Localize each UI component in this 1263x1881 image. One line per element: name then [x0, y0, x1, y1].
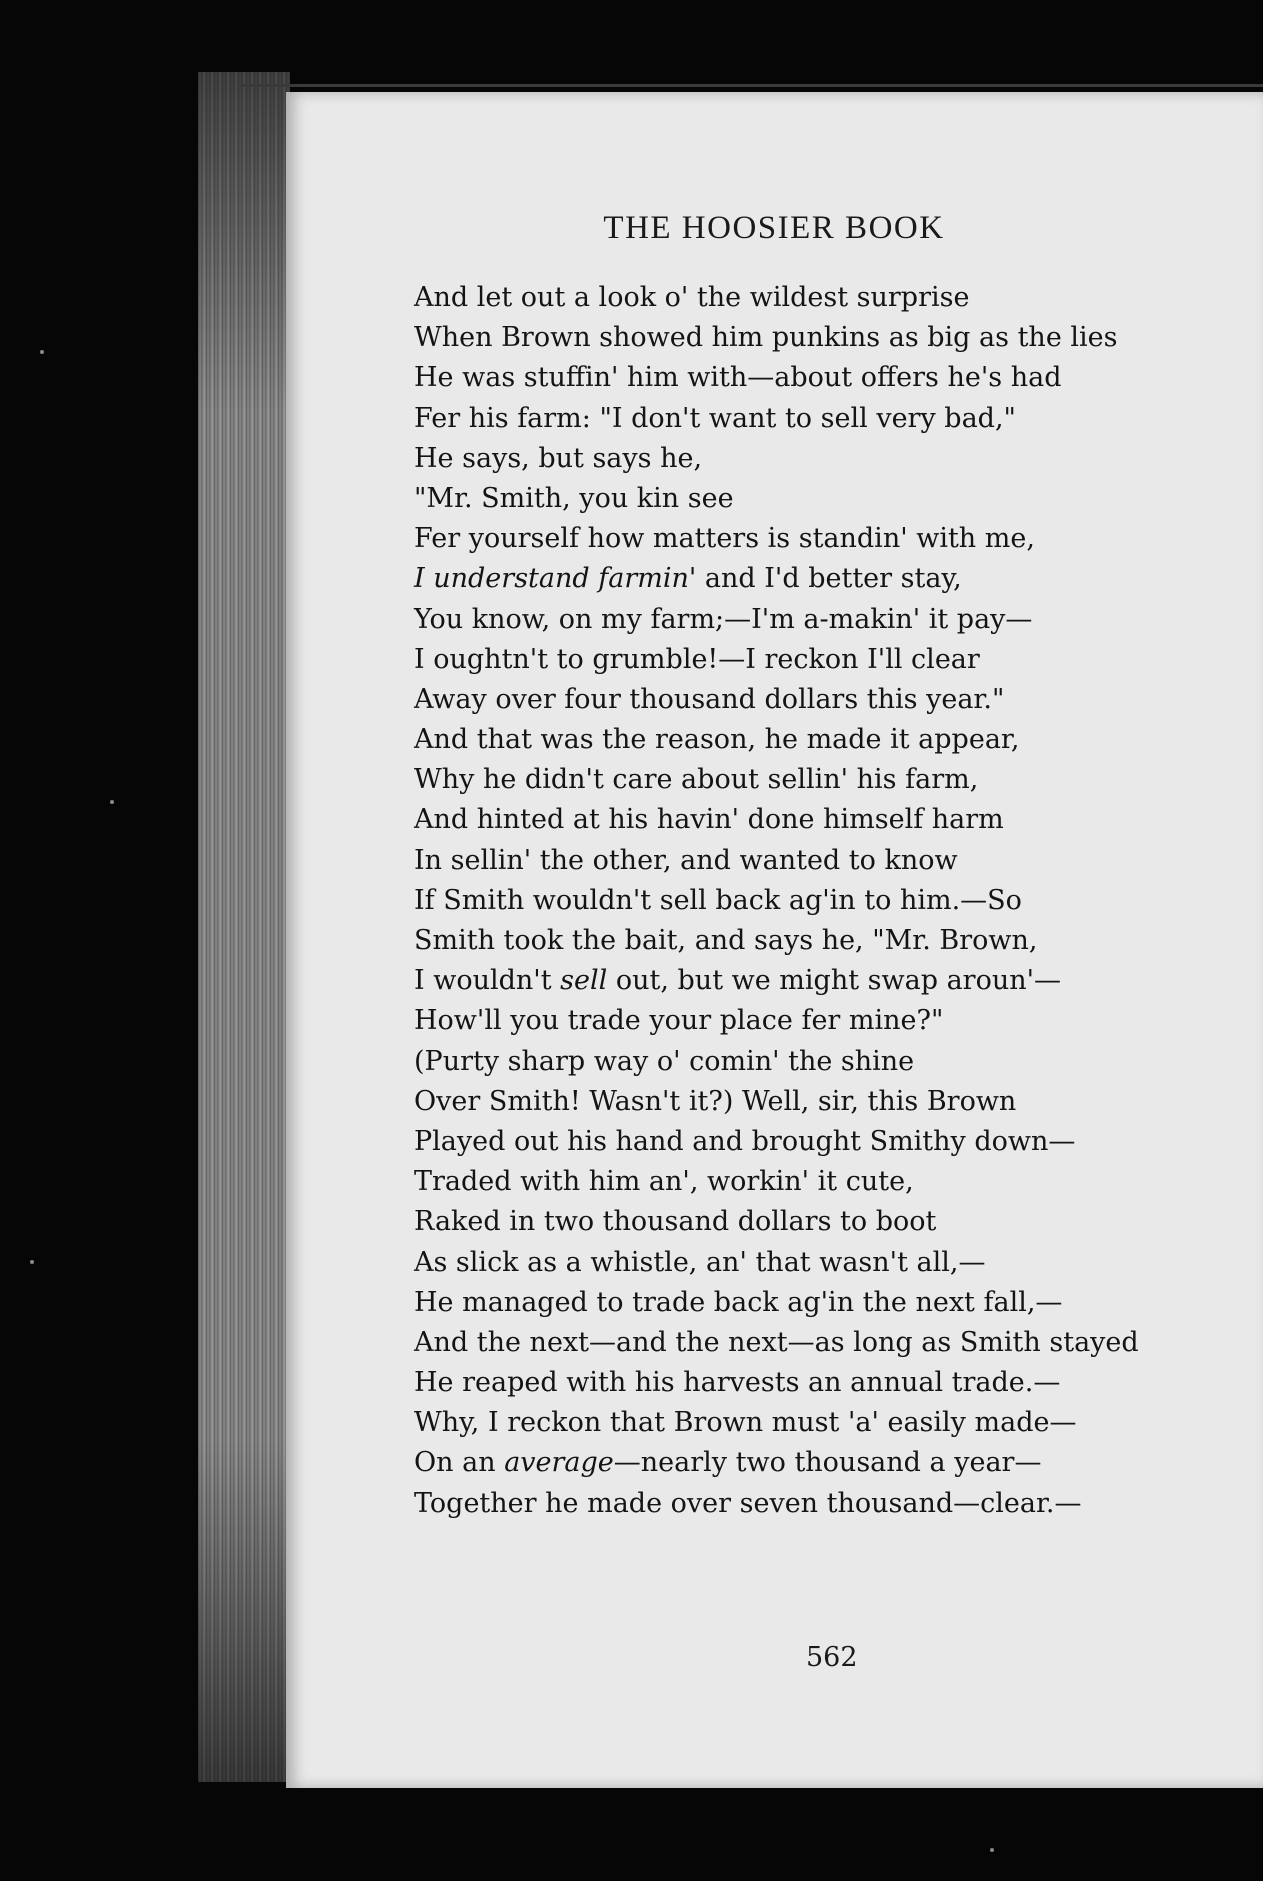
scan-speck [110, 800, 114, 804]
poem-line: Smith took the bait, and says he, "Mr. Brown, [414, 925, 1038, 956]
printed-page [286, 92, 1263, 1788]
poem-line [414, 1443, 1139, 1483]
poem-line: And the next—and the next—as long as Smith stayed [414, 1326, 1139, 1358]
poem-line: He reaped with his harvests an annual trade.— [414, 1367, 1061, 1399]
poem-line: And that was the reason, he made it appear, [414, 724, 1020, 756]
line-before: On an [414, 1447, 505, 1479]
poem-line: He was stuffin' him with—about offers he's had [414, 362, 1062, 394]
poem-line: How'll you trade your place fer mine?" [414, 1005, 944, 1037]
poem-line: I oughtn't to grumble!—I reckon I'll clear [414, 643, 980, 675]
poem-line [414, 559, 1139, 599]
poem-line: Together he made over seven thousand—clear.— [414, 1487, 1082, 1519]
poem-line: And hinted at his havin' done himself harm [414, 804, 1004, 836]
poem-line: Played out his hand and brought Smithy down— [414, 1125, 1076, 1157]
scan-speck [30, 1260, 34, 1264]
poem-line: If Smith wouldn't sell back ag'in to him.—So [414, 884, 1022, 916]
poem-line: Over Smith! Wasn't it?) Well, sir, this Brown [414, 1085, 1017, 1117]
scan-speck [40, 350, 44, 354]
poem-line [414, 961, 1139, 1001]
poem-line: As slick as a whistle, an' that wasn't all,— [414, 1246, 986, 1278]
poem-line: Why, I reckon that Brown must 'a' easily made— [414, 1407, 1077, 1439]
poem-line: Why he didn't care about sellin' his farm, [414, 764, 979, 796]
poem-line: When Brown showed him punkins as big as the lies [414, 322, 1118, 354]
poem-line: "Mr. Smith, you kin see [414, 482, 734, 514]
italic-word: sell [560, 965, 608, 997]
line-before: I wouldn't [414, 965, 561, 997]
poem-line: You know, on my farm;—I'm a-makin' it pay— [414, 603, 1033, 635]
line-rest: and I'd better stay, [696, 563, 962, 595]
poem-line: Traded with him an', workin' it cute, [414, 1166, 914, 1198]
line-after: out, but we might swap aroun'— [607, 965, 1062, 997]
poem-line: He managed to trade back ag'in the next fall,— [414, 1286, 1063, 1318]
running-head: THE HOOSIER BOOK [603, 210, 945, 246]
poem-line: Fer yourself how matters is standin' with me, [414, 523, 1035, 555]
poem-line: He says, but says he, [414, 442, 703, 474]
top-edge-rule [240, 84, 1263, 87]
poem-text [414, 278, 1139, 1524]
poem-line: Away over four thousand dollars this year." [414, 683, 1005, 715]
italic-phrase: I understand farmin' [414, 563, 697, 595]
page-number: 562 [806, 1642, 858, 1673]
poem-line: (Purty sharp way o' comin' the shine [414, 1045, 915, 1077]
scan-speck [990, 1848, 994, 1852]
poem-line: In sellin' the other, and wanted to know [414, 844, 958, 876]
poem-line: Raked in two thousand dollars to boot [414, 1206, 937, 1238]
page-edges-shadow [198, 72, 290, 1782]
italic-word: average [504, 1447, 614, 1479]
poem-line: Fer his farm: "I don't want to sell very bad," [414, 402, 1016, 434]
poem-line: And let out a look o' the wildest surprise [414, 282, 970, 313]
line-after: —nearly two thousand a year— [613, 1447, 1042, 1479]
